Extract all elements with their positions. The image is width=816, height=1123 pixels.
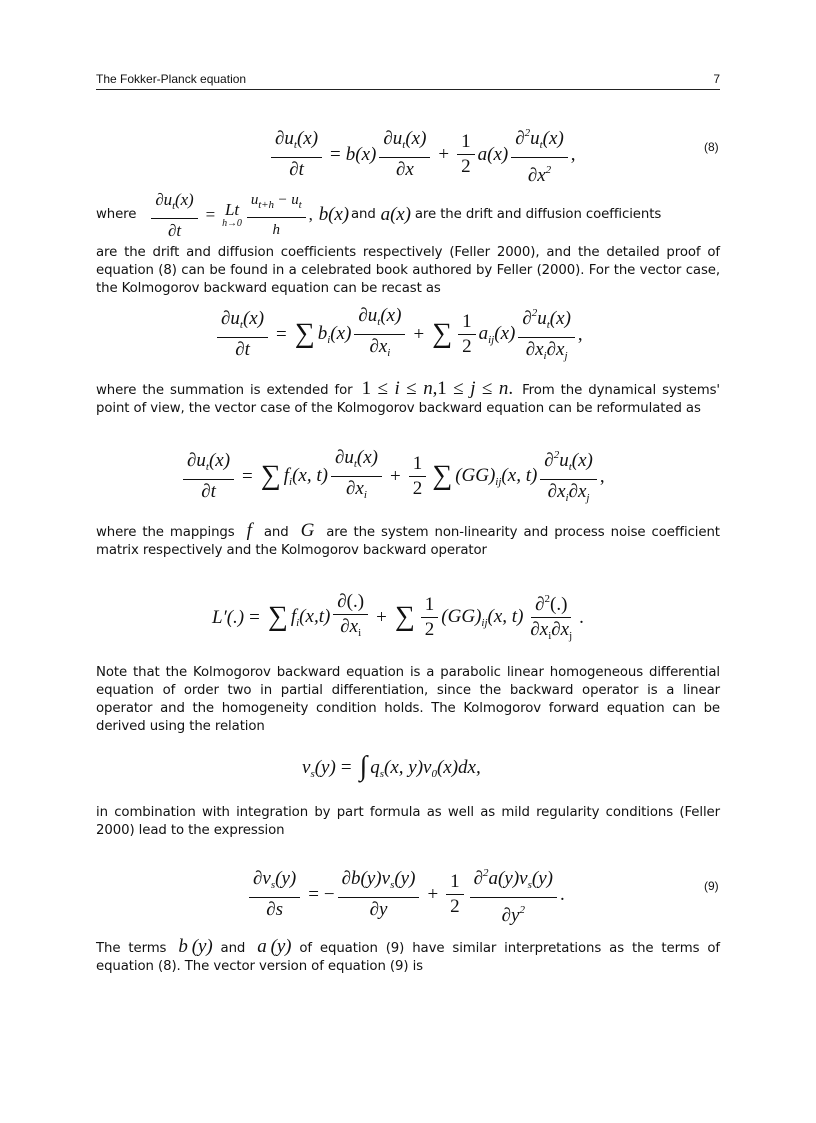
running-head (96, 72, 720, 90)
equation-9-number: (9) (704, 879, 719, 893)
p1-and: and (350, 207, 376, 222)
equation-8: $\frac{\partial u_t(x)}{\partial t}$ = b(x) $\frac{\partial u_t(x)}{\partial x}$ + $\frac{1}{2}$ a(x) $\frac{\partial^2u_t(x)}{\partial x^2}$ , (268, 122, 576, 187)
paragraph-1-line-1: where $\frac{\partial u_t(x)}{\partial t}$ = Lt h→0 $\frac{u_{t+h} - u_t}{h}$ , b(x) and a(x) are the drift and diffusion coefficients (96, 189, 662, 240)
p3-start: where the mappings (96, 525, 235, 540)
p3-and: and (263, 525, 289, 540)
p6-rest: of equation (9) have similar interpretations as the terms of equation (8). The vector version of equation (9) is (96, 941, 720, 974)
running-head-title: The Fokker-Planck equation (96, 72, 247, 86)
p1-rest: are the drift and diffusion coefficients respectively (Feller 2000), and the detailed proof of equation (8) can be found in a celebrated book authored by Feller (2000). For the vector case, the Kolmogorov backward equation can be recast as (96, 245, 720, 296)
paragraph-4: Note that the Kolmogorov backward equation is a parabolic linear homogeneous differential equation of order two in partial differentiation, since the backward operator is a linear operator and the homogeneity condition holds. The Kolmogorov forward equation can be derived using the relation (96, 665, 720, 734)
paragraph-2: where the summation is extended for 1 ≤ i ≤ n,1 ≤ j ≤ n. From the dynamical systems' point of view, the vector case of the Kolmogorov backward equation can be reformulated as (96, 378, 720, 416)
paragraph-6: The terms b (y) and a (y) of equation (9) have similar interpretations as the terms of equation (8). The vector version of equation (9) is (96, 936, 720, 974)
page-number: 7 (713, 72, 720, 86)
equation-relation: $v_s(y)$ = ∫ $q_s(x$, $y)v_0(x)dx$, (302, 751, 481, 782)
equation-8-number: (8) (704, 140, 719, 154)
p2-start: where the summation is extended for (96, 383, 353, 398)
equation-backward-operator: L′(.) = ∑ $f_i(x,t)$ $\frac{\partial(.)}{\partial x_i}$ + ∑ $\frac{1}{2}$ $(GG)_{ij}(x$, t) $\frac{\partial^2(.)}{\partial x_i\partial x_j}$ . (212, 588, 584, 647)
paragraph-5: in combination with integration by part formula as well as mild regularity conditions (Feller 2000) lead to the expression (96, 805, 720, 838)
equation-vector-reformulated: $\frac{\partial u_t(x)}{\partial t}$ = ∑ $f_i(x$, t) $\frac{\partial u_t(x)}{\partial x_i}$ + $\frac{1}{2}$ ∑ $(GG)_{ij}(x$, t) $\frac{\partial^2u_t(x)}{\partial x_i\partial x_j}$ , (180, 444, 605, 509)
p6-and: and (220, 941, 246, 956)
p1-drift-text: are the drift and diffusion coefficients (414, 207, 662, 222)
inline-definition-math: $\frac{\partial u_t(x)}{\partial t}$ = Lt h→0 $\frac{u_{t+h} - u_t}{h}$ , b(x) (148, 189, 349, 242)
p2-rest: From the dynamical systems' point of view, the vector case of the Kolmogorov backward equation can be reformulated as (96, 383, 720, 416)
equation-9: $\frac{\partial v_s(y)}{\partial s}$ = − $\frac{\partial b(y)v_s(y)}{\partial y}$ + $\frac{1}{2}$ $\frac{\partial^2a(y)v_s(y)}{\partial y^2}$ . (246, 862, 565, 927)
equation-vector-backward: $\frac{\partial u_t(x)}{\partial t}$ = ∑ $b_i(x)$ $\frac{\partial u_t(x)}{\partial x_i}$ + ∑ $\frac{1}{2}$ $a_{ij}(x)$ $\frac{\partial^2u_t(x)}{\partial x_i\partial x_j}$ , (214, 302, 583, 367)
paragraph-3: where the mappings f and G are the system non-linearity and process noise coefficient matrix respectively and the Kolmogorov backward operator (96, 520, 720, 558)
p3-rest: are the system non-linearity and process noise coefficient matrix respectively and the Kolmogorov backward operator (96, 525, 720, 558)
p6-start: The terms (96, 941, 167, 956)
p1-where: where (96, 207, 137, 222)
paragraph-1-body (96, 244, 720, 298)
